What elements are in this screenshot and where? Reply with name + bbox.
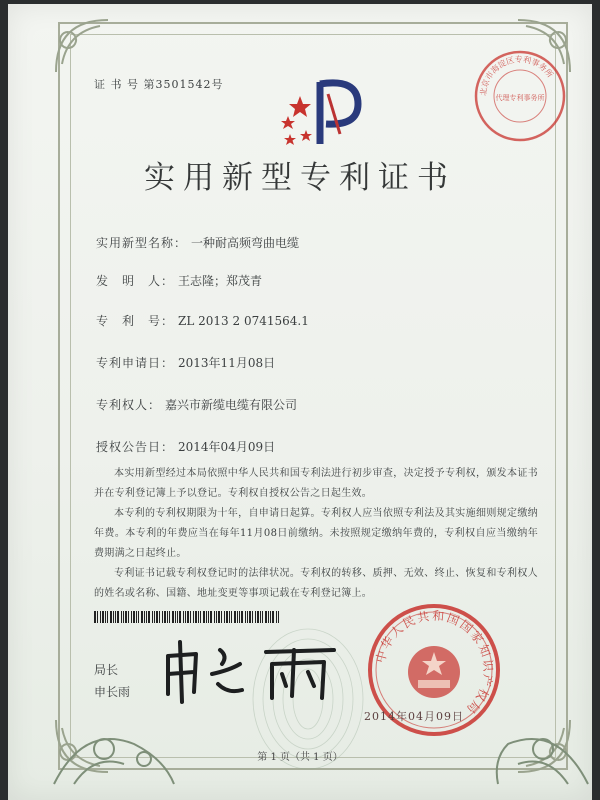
paragraph-grant: 本实用新型经过本局依照中华人民共和国专利法进行初步审查，决定授予专利权，颁发本证书并在专利登记簿上予以登记。专利权自授权公告之日起生效。 <box>94 468 538 499</box>
grant-date-value: 2014年04月09日 <box>178 440 276 454</box>
corner-ornament-icon <box>48 12 118 82</box>
inventor-value: 王志隆；郑茂青 <box>178 274 263 288</box>
barcode <box>94 608 282 620</box>
director-title: 局长 <box>94 663 119 677</box>
patent-holder-value: 嘉兴市新缆电缆有限公司 <box>165 398 298 412</box>
patent-holder-label: 专利权人： <box>96 398 162 412</box>
patent-certificate <box>8 4 592 800</box>
field-inventor <box>96 272 262 289</box>
agency-seal <box>472 48 568 144</box>
certificate-title: 实用新型专利证书 <box>144 160 456 196</box>
agency-seal-ring-text: 北京市海淀区专利事务所 <box>478 54 555 97</box>
field-patent-holder <box>96 396 297 413</box>
agency-seal-center-text: 代理专利事务所 <box>495 94 545 102</box>
field-grant-date <box>96 438 275 455</box>
page-footer: 第 1 页（共 1 页） <box>257 752 343 763</box>
director-name: 申长雨 <box>94 685 131 699</box>
patent-number-value: ZL 2013 2 0741564.1 <box>178 314 309 328</box>
model-name-value: 一种耐高频弯曲电缆 <box>191 236 300 250</box>
field-filing-date <box>96 354 275 371</box>
paragraph-record: 专利证书记载专利权登记时的法律状况。专利权的转移、质押、无效、终止、恢复和专利权人的姓名或名称、国籍、地址变更等事项记载在专利登记簿上。 <box>94 568 538 599</box>
director-block <box>94 659 130 703</box>
director-signature <box>158 634 348 704</box>
patent-office-logo-icon <box>278 74 370 154</box>
certificate-number: 证 书 号 第3501542号 <box>94 78 224 91</box>
model-name-label: 实用新型名称： <box>96 236 188 250</box>
grant-date-label: 授权公告日： <box>96 440 175 454</box>
filing-date-label: 专利申请日： <box>96 356 175 370</box>
patent-number-label: 专 利 号： <box>96 314 175 328</box>
inventor-label: 发 明 人： <box>96 274 175 288</box>
paragraph-term: 本专利的专利权期限为十年，自申请日起算。专利权人应当依照专利法及其实施细则规定缴纳年费。本专利的年费应当在每年11月08日前缴纳。未按照规定缴纳年费的，专利权自应当缴纳年费期满之日起终止。 <box>94 508 538 559</box>
filing-date-value: 2013年11月08日 <box>178 356 276 370</box>
field-patent-number <box>96 312 309 329</box>
field-model-name <box>96 234 299 251</box>
seal-ring-text: 中华人民共和国国家知识产权局 <box>373 608 496 718</box>
seal-date: 2014年04月09日 <box>364 710 464 723</box>
